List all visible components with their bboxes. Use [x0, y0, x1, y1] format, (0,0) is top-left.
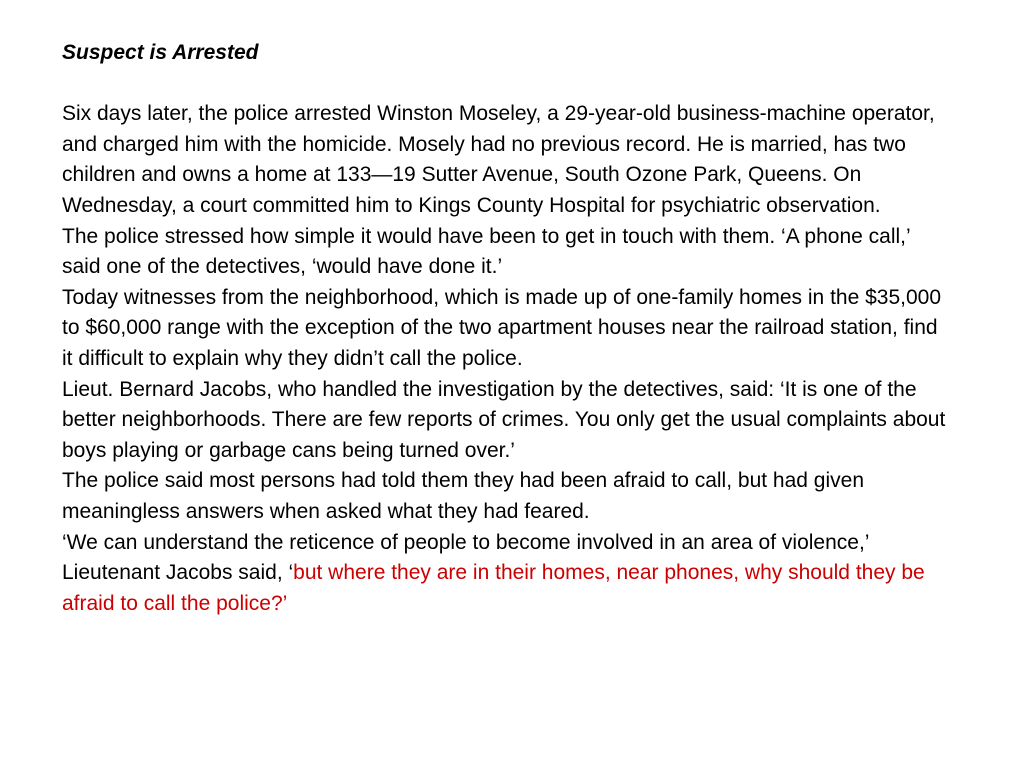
slide-body	[62, 38, 952, 619]
paragraph-afraid: The police said most persons had told them they had been afraid to call, but had given meaningless answers when asked what they had feared.	[62, 469, 864, 523]
paragraph-lieutenant-quote: Lieut. Bernard Jacobs, who handled the investigation by the detectives, said: ‘It is one of the better neighborhoods. There are few reports of crimes. You only get the usual complaints about boys playing or garbage cans being turned over.’	[62, 377, 946, 462]
paragraph-witnesses: Today witnesses from the neighborhood, which is made up of one-family homes in the $35,000 to $60,000 range with the exception of the two apartment houses near the railroad station, find it difficult to explain why they didn’t call the police.	[62, 285, 942, 370]
reticence-text: ‘We can understand the reticence of people to become involved in an area of violence,’ Lieutenant Jacobs said, ‘	[62, 530, 869, 585]
highlighted-quote: but where they are in their homes, near phones, why should they be afraid to call the police?’	[62, 561, 925, 615]
paragraph-phone-call: The police stressed how simple it would have been to get in touch with them. ‘A phone call,’ said one of the detectives, ‘would have done it.’	[62, 224, 910, 279]
paragraph-arrest: Six days later, the police arrested Winston Moseley, a 29-year-old business-machine operator, and charged him with the homicide. Mosely had no previous record. He is married, has two children and owns a home at 133—19 Sutter Avenue, South Ozone Park, Queens. On Wednesday, a court committed him to Kings County Hospital for psychiatric observation.	[62, 102, 935, 217]
slide-title: Suspect is Arrested	[62, 41, 259, 64]
title-spacer	[62, 69, 952, 100]
paragraph-reticence	[62, 528, 952, 620]
